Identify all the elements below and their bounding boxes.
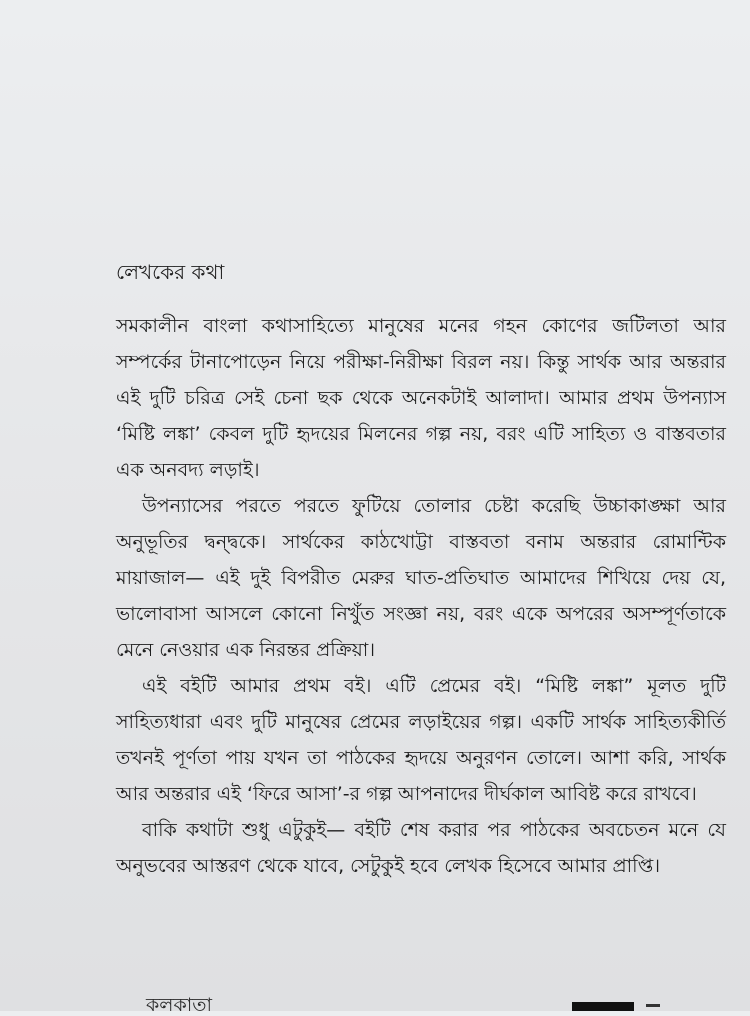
footer-dash	[646, 1004, 660, 1007]
paragraph-3: এই বইটি আমার প্রথম বই। এটি প্রেমের বই। “মিষ্টি লঙ্কা” মূলত দুটি সাহিত্যধারা এবং দুটি মানুষের প্রেমের লড়াইয়ের গল্প। একটি সার্থক সাহিত্যকীর্তি তখনই পূর্ণতা পায় যখন তা পাঠকের হৃদয়ে অনুরণন তোলে। আশা করি, সার্থক আর অন্তরার এই ‘ফিরে আসা’-র গল্প আপনাদের দীর্ঘকাল আবিষ্ট করে রাখবে।	[116, 675, 726, 805]
paragraph-1: সমকালীন বাংলা কথাসাহিত্যে মানুষের মনের গহন কোণের জটিলতা আর সম্পর্কের টানাপোড়েন নিয়ে পরীক্ষা-নিরীক্ষা বিরল নয়। কিন্তু সার্থক আর অন্তরার এই দুটি চরিত্র সেই চেনা ছক থেকে অনেকটাই আলাদা। আমার প্রথম উপন্যাস ‘মিষ্টি লঙ্কা’ কেবল দুটি হৃদয়ের মিলনের গল্প নয়, বরং এটি সাহিত্য ও বাস্তবতার এক অনবদ্য লড়াই।	[116, 315, 726, 481]
section-heading: লেখকের কথা	[116, 259, 225, 284]
paragraph-4: বাকি কথাটা শুধু এটুকুই— বইটি শেষ করার পর পাঠকের অবচেতন মনে যে অনুভবের আস্তরণ থেকে যাবে, সেটুকুই হবে লেখক হিসেবে আমার প্রাপ্তি।	[116, 819, 726, 877]
footer-place: কলকাতা	[146, 994, 213, 1016]
paragraph-2: উপন্যাসের পরতে পরতে ফুটিয়ে তোলার চেষ্টা করেছি উচ্চাকাঙ্ক্ষা আর অনুভূতির দ্বন্দ্বকে। সার্থকের কাঠখোট্টা বাস্তবতা বনাম অন্তরার রোমান্টিক মায়াজাল— এই দুই বিপরীত মেরুর ঘাত-প্রতিঘাত আমাদের শিখিয়ে দেয় যে, ভালোবাসা আসলে কোনো নিখুঁত সংজ্ঞা নয়, বরং একে অপরের অসম্পূর্ণতাকে মেনে নেওয়ার এক নিরন্তর প্রক্রিয়া।	[116, 495, 726, 661]
preface-body	[116, 308, 726, 884]
footer-rule	[572, 1002, 634, 1011]
